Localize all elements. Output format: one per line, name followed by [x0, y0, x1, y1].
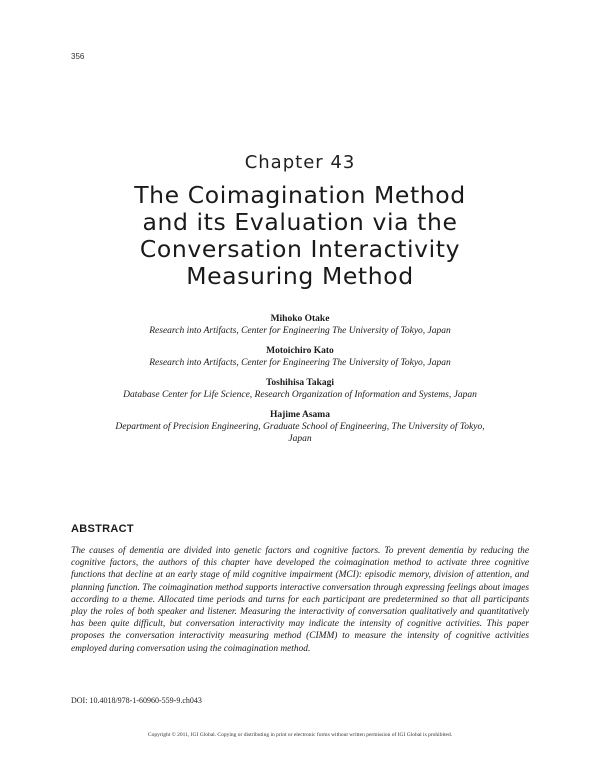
author-affiliation: Database Center for Life Science, Research Organization of Information and Systems, Japan	[123, 390, 477, 400]
doi: DOI: 10.4018/978-1-60960-559-9.ch043	[71, 696, 202, 705]
author-list	[60, 313, 540, 453]
chapter-title	[0, 182, 600, 290]
author-name: Toshihisa Takagi	[265, 378, 335, 388]
chapter-title-line: and its Evaluation via the	[142, 208, 458, 236]
author-block	[60, 345, 540, 369]
author-affiliation: Department of Precision Engineering, Graduate School of Engineering, The University of Tokyo,	[115, 422, 485, 432]
author-name: Hajime Asama	[270, 410, 330, 420]
chapter-label: Chapter 43	[244, 152, 356, 173]
chapter-header	[0, 152, 600, 290]
author-affiliation-line2: Japan	[288, 434, 312, 444]
abstract-text: The causes of dementia are divided into genetic factors and cognitive factors. To prevent dementia by reducing the cognitive factors, the authors of this chapter have developed the coimagination method to activate three cognitive functions that decline at an early stage of mild cognitive impairment (MCI): episodic memory, division of attention, and planning function. The coimagination method supports interactive conversation through expressing feelings about images according to a theme. Allocated time periods and turns for each participant are predetermined so that all participants play the roles of both speaker and listener. Measuring the interactivity of conversation qualitatively and quantitatively has been quite difficult, but conversation interactivity may indicate the intensity of cognitive activities. This paper proposes the conversation interactivity measuring method (CIMM) to measure the intensity of cognitive activities employed during conversation using the coimagination method.	[71, 546, 529, 654]
chapter-title-line: Measuring Method	[186, 262, 414, 290]
author-block	[60, 377, 540, 401]
author-affiliation: Research into Artifacts, Center for Engineering The University of Tokyo, Japan	[149, 358, 451, 368]
author-name: Motoichiro Kato	[266, 346, 334, 356]
author-affiliation: Research into Artifacts, Center for Engineering The University of Tokyo, Japan	[149, 326, 451, 336]
author-name: Mihoko Otake	[270, 314, 330, 324]
chapter-title-line: The Coimagination Method	[134, 181, 466, 209]
author-block	[60, 409, 540, 445]
chapter-title-line: Conversation Interactivity	[139, 235, 461, 263]
page-number: 356	[71, 52, 85, 61]
abstract-heading: ABSTRACT	[71, 523, 134, 535]
copyright-notice: Copyright © 2011, IGI Global. Copying or distributing in print or electronic forms without written permission of IGI Global is prohibited.	[147, 732, 453, 738]
author-block	[60, 313, 540, 337]
